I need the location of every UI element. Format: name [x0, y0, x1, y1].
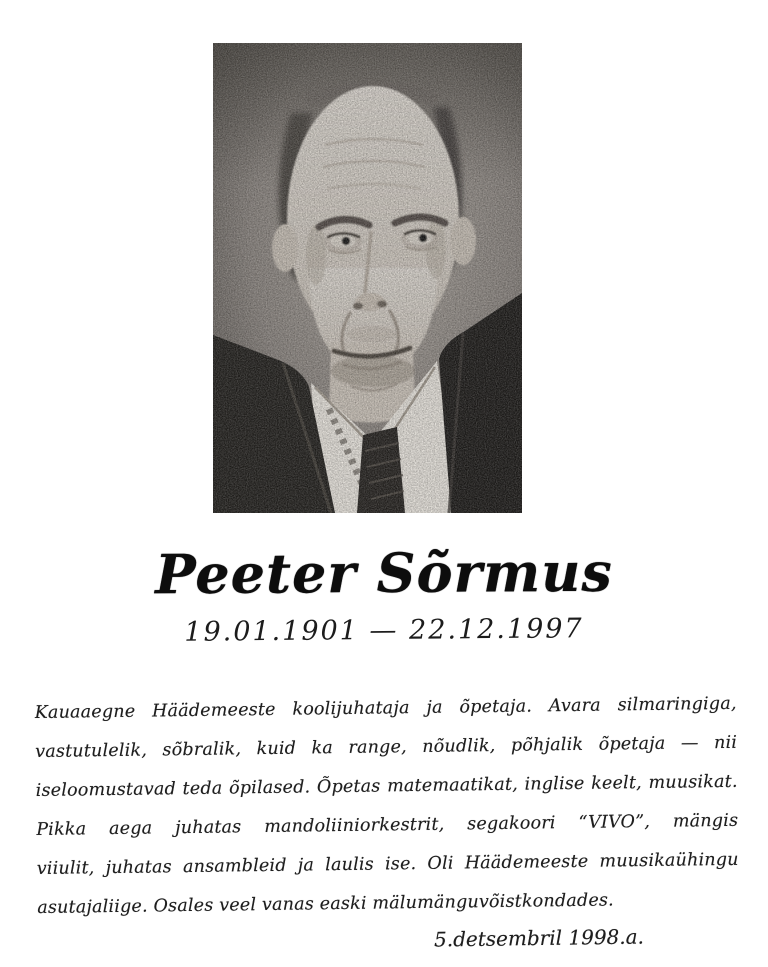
obituary-line-5: viiulit, juhatas ansambleid ja laulis ise. Oli Häädemeeste muusikaühingu — [36, 849, 739, 879]
life-dates: 19.01.1901 — 22.12.1997 — [184, 613, 584, 648]
obituary-line-4: Pikka aega juhatas mandoliiniorkestrit, segakoori “VIVO”, mängis — [36, 810, 739, 840]
written-date: 5.detsembril 1998.a. — [433, 924, 645, 952]
obituary-text — [34, 685, 739, 928]
portrait-photo — [213, 43, 522, 513]
obituary-line-2: vastutulelik, sõbralik, kuid ka range, nõudlik, põhjalik õpetaja — nii — [35, 732, 738, 763]
obituary-line-3: iseloomustavad teda õpilased. Õpetas matemaatikat, inglise keelt, muusikat. — [35, 771, 738, 802]
portrait-illustration — [213, 43, 522, 513]
obituary-line-6: asutajaliige. Osales veel vanas easki mälumänguvõistkondades. — [37, 890, 615, 918]
obituary-line-1: Kauaaegne Häädemeeste koolijuhataja ja õpetaja. Avara silmaringiga, — [34, 693, 737, 724]
page-title: Peeter Sõrmus — [154, 539, 614, 607]
